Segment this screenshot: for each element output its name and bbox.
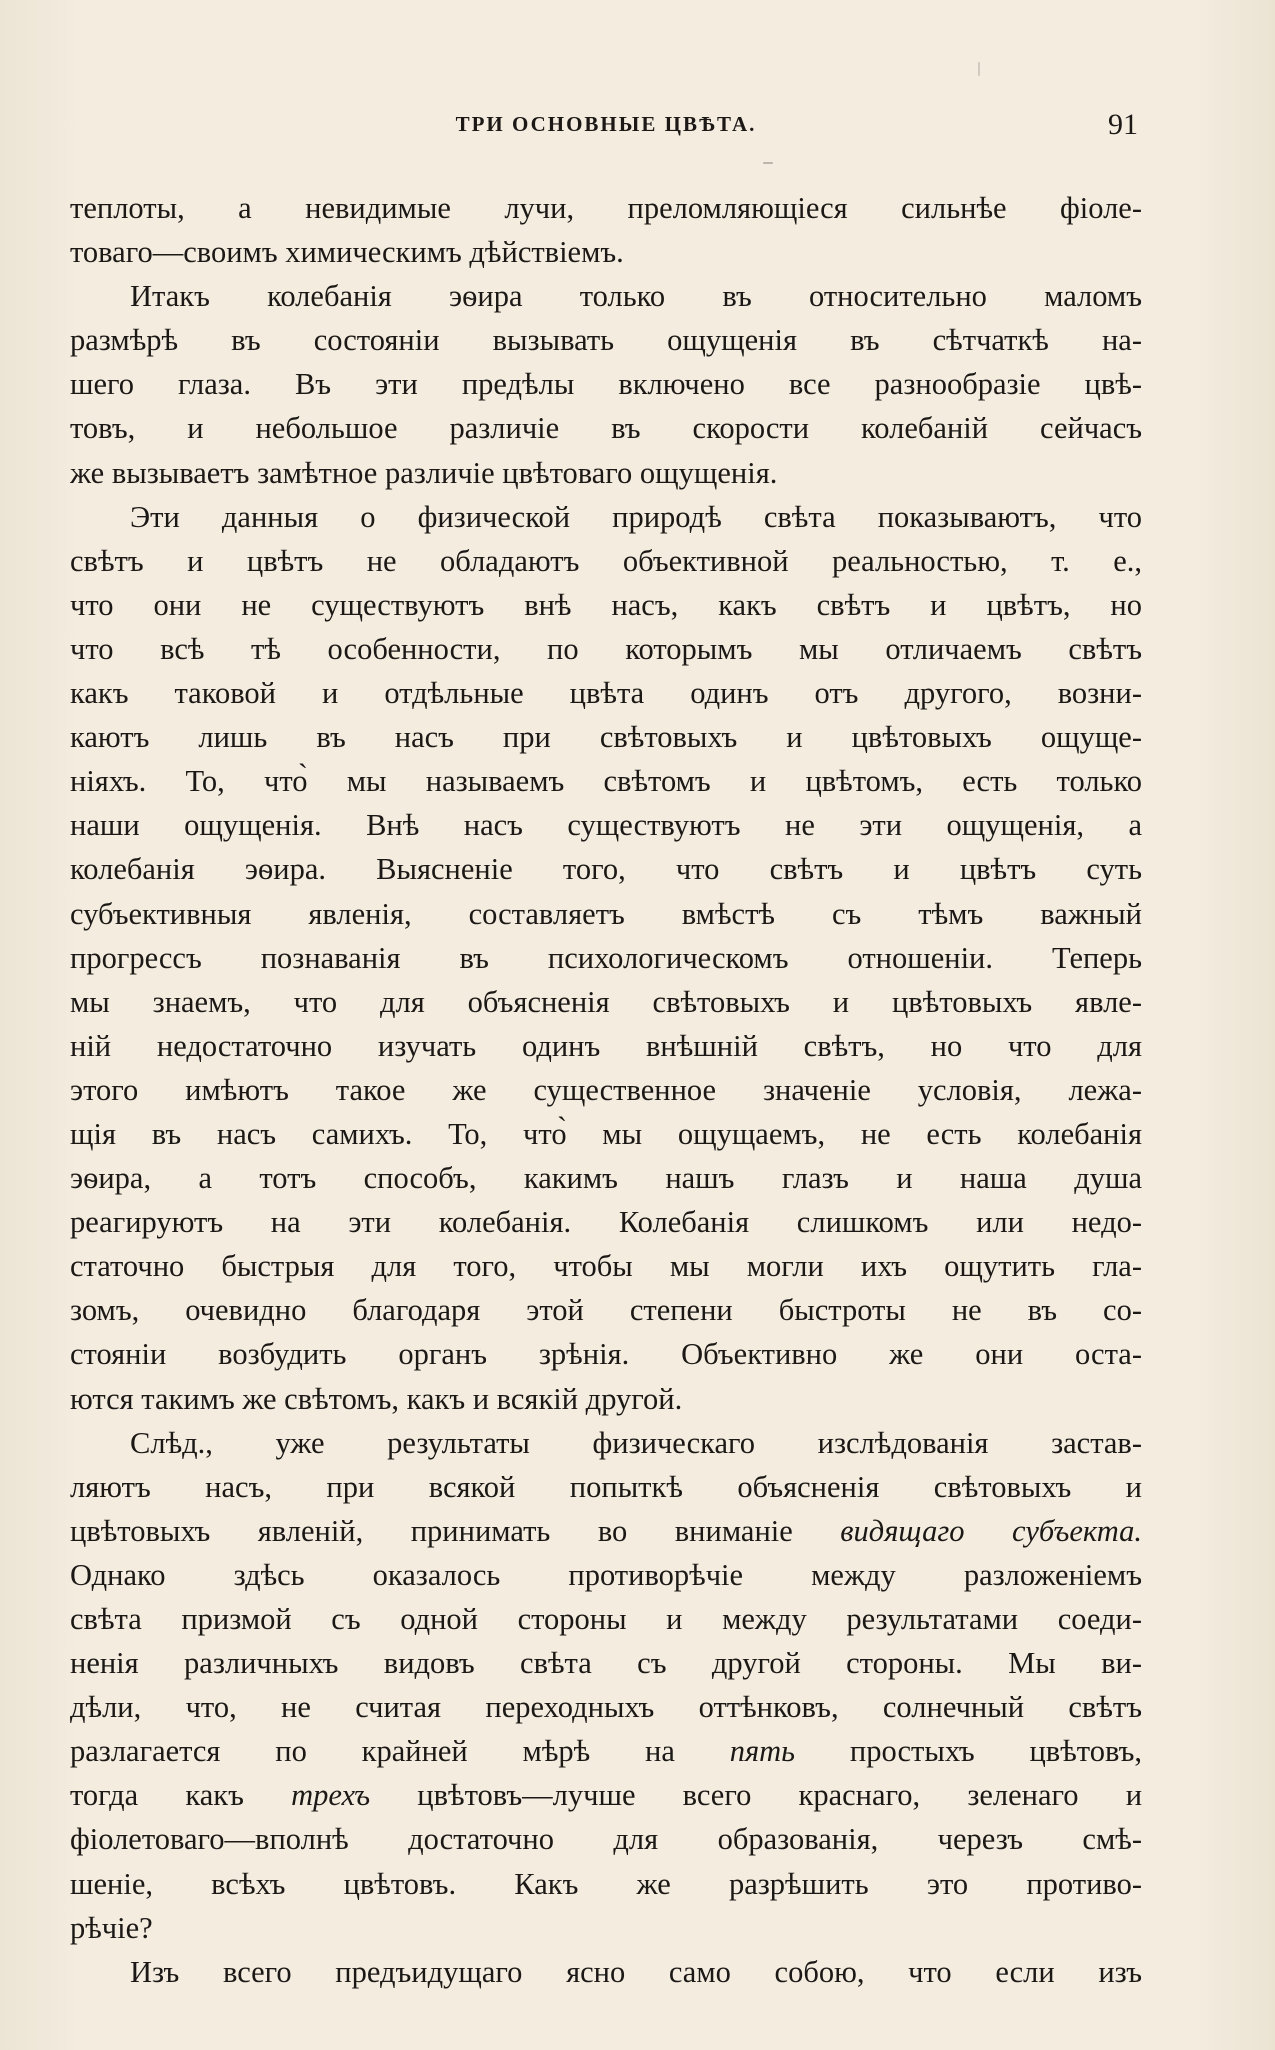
text-line: ляютъ насъ, при всякой попыткѣ объясненія свѣтовыхъ и	[70, 1469, 1142, 1504]
text-line: Однако здѣсь оказалось противорѣчіе между разложеніемъ	[70, 1557, 1142, 1592]
text-line: товаго—своимъ химическимъ дѣйствіемъ.	[70, 235, 624, 270]
text-line: что всѣ тѣ особенности, по которымъ мы отличаемъ свѣтъ	[70, 631, 1142, 666]
text-line	[70, 1773, 1142, 1817]
text-line: фіолетоваго—вполнѣ достаточно для образованія, черезъ смѣ-	[70, 1822, 1142, 1857]
text-line: статочно быстрыя для того, чтобы мы могли ихъ ощутить гла-	[70, 1249, 1142, 1284]
paragraph-start-line: Итакъ колебанія эѳира только въ относительно маломъ	[130, 279, 1142, 314]
text-line: ній недостаточно изучать одинъ внѣшній свѣтъ, но что для	[70, 1028, 1142, 1063]
text-line: размѣрѣ въ состояніи вызывать ощущенія въ сѣтчаткѣ на-	[70, 323, 1142, 358]
text-line: каютъ лишь въ насъ при свѣтовыхъ и цвѣтовыхъ ощуще-	[70, 720, 1142, 755]
body-text	[70, 186, 1142, 1994]
text-line: щія въ насъ самихъ. То, что̀ мы ощущаемъ, не есть колебанія	[70, 1116, 1142, 1151]
text-line: мы знаемъ, что для объясненія свѣтовыхъ и цвѣтовыхъ явле-	[70, 984, 1142, 1019]
running-title: ТРИ ОСНОВНЫЕ ЦВѢТА.	[455, 112, 757, 136]
text-line: товъ, и небольшое различіе въ скорости колебаній сейчасъ	[70, 411, 1142, 446]
paragraph-start-line: Слѣд., уже результаты физическаго изслѣдованія застав-	[130, 1425, 1142, 1460]
text-line: что они не существуютъ внѣ насъ, какъ свѣтъ и цвѣтъ, но	[70, 587, 1142, 622]
text-line: же вызываетъ замѣтное различіе цвѣтоваго ощущенія.	[70, 455, 778, 490]
text-line: свѣта призмой съ одной стороны и между результатами соеди-	[70, 1602, 1142, 1636]
text-line: теплоты, а невидимые лучи, преломляющіеся сильнѣе фіоле-	[70, 191, 1142, 225]
italic-emphasis: видящаго субъекта.	[840, 1513, 1142, 1548]
text-line: рѣчіе?	[70, 1910, 153, 1945]
page-number: 91	[1108, 108, 1138, 141]
text-line: ніяхъ. То, что̀ мы называемъ свѣтомъ и цвѣтомъ, есть только	[70, 764, 1142, 799]
text-line: наши ощущенія. Внѣ насъ существуютъ не эти ощущенія, а	[70, 808, 1142, 843]
text-line: реагируютъ на эти колебанія. Колебанія слишкомъ или недо-	[70, 1205, 1142, 1240]
text-line: этого имѣютъ такое же существенное значеніе условія, лежа-	[70, 1072, 1142, 1107]
text-line: свѣтъ и цвѣтъ не обладаютъ объективной реальностью, т. е.,	[70, 543, 1142, 578]
text-line: эѳира, а тотъ способъ, какимъ нашъ глазъ и наша душа	[70, 1161, 1142, 1196]
text-segment: разлагается по крайней мѣрѣ на	[70, 1734, 675, 1769]
text-line: шеніе, всѣхъ цвѣтовъ. Какъ же разрѣшить это противо-	[70, 1866, 1142, 1901]
text-segment: цвѣтовъ—лучше всего краснаго, зеленаго и	[417, 1778, 1142, 1813]
text-line: субъективныя явленія, составляетъ вмѣстѣ съ тѣмъ важный	[70, 896, 1142, 931]
text-line: колебанія эѳира. Выясненіе того, что свѣтъ и цвѣтъ суть	[70, 852, 1142, 887]
page-header	[70, 108, 1142, 148]
text-line: ются такимъ же свѣтомъ, какъ и всякій другой.	[70, 1381, 683, 1416]
text-line	[70, 1729, 1142, 1773]
paragraph-start-line: Изъ всего предъидущаго ясно само собою, что если изъ	[130, 1954, 1142, 1989]
text-line: ненія различныхъ видовъ свѣта съ другой стороны. Мы ви-	[70, 1646, 1142, 1681]
paper-speck	[763, 162, 773, 164]
paper-speck	[978, 62, 980, 76]
italic-emphasis: пять	[729, 1734, 796, 1769]
text-line: прогрессъ познаванія въ психологическомъ отношеніи. Теперь	[70, 940, 1142, 975]
text-segment: тогда какъ	[70, 1778, 244, 1813]
text-segment: цвѣтовыхъ явленій, принимать во вниманіе	[70, 1513, 793, 1548]
paragraph-start-line: Эти данныя о физической природѣ свѣта показываютъ, что	[130, 499, 1142, 534]
italic-emphasis: трехъ	[291, 1778, 371, 1813]
text-line: шего глаза. Въ эти предѣлы включено все разнообразіе цвѣ-	[70, 367, 1142, 402]
text-line: зомъ, очевидно благодаря этой степени быстроты не въ со-	[70, 1293, 1142, 1328]
text-line: дѣли, что, не считая переходныхъ оттѣнковъ, солнечный свѣтъ	[70, 1690, 1142, 1725]
text-segment: простыхъ цвѣтовъ,	[849, 1734, 1142, 1769]
text-line: какъ таковой и отдѣльные цвѣта одинъ отъ другого, возни-	[70, 676, 1142, 711]
text-line: стояніи возбудить органъ зрѣнія. Объективно же они оста-	[70, 1337, 1142, 1372]
text-line	[70, 1509, 1142, 1553]
